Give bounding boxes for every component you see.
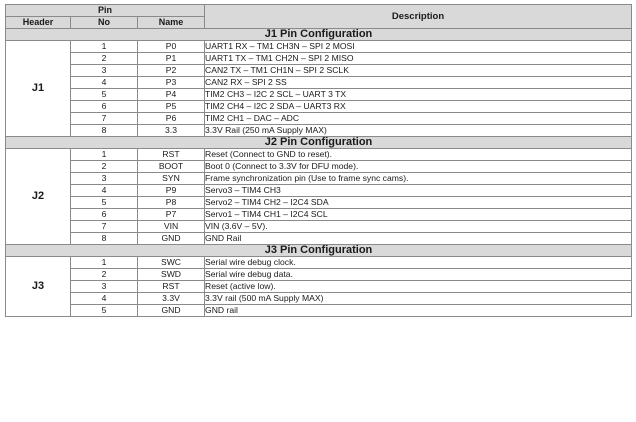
pin-description-cell: Frame synchronization pin (Use to frame sync cams). (205, 173, 632, 185)
pin-number-cell: 5 (71, 89, 138, 101)
pin-description-cell: Serial wire debug data. (205, 269, 632, 281)
pin-description-cell: CAN2 RX – SPI 2 SS (205, 77, 632, 89)
pin-number-cell: 7 (71, 113, 138, 125)
pin-description-cell: Reset (active low). (205, 281, 632, 293)
pin-description-cell: UART1 TX – TM1 CH2N – SPI 2 MISO (205, 53, 632, 65)
section-title: J1 Pin Configuration (6, 29, 632, 41)
no-column-header: No (71, 17, 138, 29)
table-row (6, 209, 632, 221)
table-row (6, 89, 632, 101)
pin-description-cell: 3.3V Rail (250 mA Supply MAX) (205, 125, 632, 137)
pin-name-cell: RST (138, 149, 205, 161)
table-row (6, 113, 632, 125)
pin-description-cell: GND Rail (205, 233, 632, 245)
table-row (6, 281, 632, 293)
pin-number-cell: 8 (71, 233, 138, 245)
pin-description-cell: VIN (3.6V – 5V). (205, 221, 632, 233)
description-header: Description (205, 5, 632, 29)
pin-number-cell: 7 (71, 221, 138, 233)
section-title: J2 Pin Configuration (6, 137, 632, 149)
pin-number-cell: 6 (71, 209, 138, 221)
pin-number-cell: 4 (71, 185, 138, 197)
header-column-header: Header (6, 17, 71, 29)
pin-name-cell: SWD (138, 269, 205, 281)
pin-description-cell: CAN2 TX – TM1 CH1N – SPI 2 SCLK (205, 65, 632, 77)
table-row (6, 269, 632, 281)
pin-number-cell: 4 (71, 293, 138, 305)
pin-number-cell: 1 (71, 41, 138, 53)
pin-number-cell: 3 (71, 173, 138, 185)
table-row (6, 197, 632, 209)
pin-group-header: Pin (6, 5, 205, 17)
pin-name-cell: SYN (138, 173, 205, 185)
pin-number-cell: 2 (71, 269, 138, 281)
pin-number-cell: 8 (71, 125, 138, 137)
pin-name-cell: P7 (138, 209, 205, 221)
pin-name-cell: P3 (138, 77, 205, 89)
pin-name-cell: GND (138, 233, 205, 245)
pin-name-cell: P4 (138, 89, 205, 101)
pin-number-cell: 2 (71, 161, 138, 173)
table-row (6, 65, 632, 77)
pin-number-cell: 6 (71, 101, 138, 113)
table-row (6, 161, 632, 173)
pin-number-cell: 2 (71, 53, 138, 65)
pin-number-cell: 5 (71, 305, 138, 317)
pin-number-cell: 4 (71, 77, 138, 89)
pin-name-cell: P9 (138, 185, 205, 197)
pin-description-cell: TIM2 CH4 – I2C 2 SDA – UART3 RX (205, 101, 632, 113)
connector-header-cell: J1 (6, 41, 71, 137)
connector-header-cell: J3 (6, 257, 71, 317)
pin-description-cell: UART1 RX – TM1 CH3N – SPI 2 MOSI (205, 41, 632, 53)
pin-description-cell: Reset (Connect to GND to reset). (205, 149, 632, 161)
pin-name-cell: P5 (138, 101, 205, 113)
pin-number-cell: 3 (71, 65, 138, 77)
pin-description-cell: TIM2 CH1 – DAC – ADC (205, 113, 632, 125)
header-row-top (6, 5, 632, 17)
table-row (6, 77, 632, 89)
table-row (6, 125, 632, 137)
table-row (6, 293, 632, 305)
pin-name-cell: GND (138, 305, 205, 317)
pin-name-cell: RST (138, 281, 205, 293)
table-row (6, 305, 632, 317)
pin-description-cell: GND rail (205, 305, 632, 317)
pin-name-cell: P6 (138, 113, 205, 125)
section-title-row (6, 29, 632, 41)
table-row (6, 257, 632, 269)
pin-description-cell: Servo3 – TIM4 CH3 (205, 185, 632, 197)
table-row (6, 173, 632, 185)
pin-number-cell: 3 (71, 281, 138, 293)
table-row (6, 185, 632, 197)
pin-number-cell: 5 (71, 197, 138, 209)
pin-name-cell: SWC (138, 257, 205, 269)
table-row (6, 41, 632, 53)
pin-description-cell: TIM2 CH3 – I2C 2 SCL – UART 3 TX (205, 89, 632, 101)
pin-number-cell: 1 (71, 257, 138, 269)
section-title: J3 Pin Configuration (6, 245, 632, 257)
pin-description-cell: 3.3V rail (500 mA Supply MAX) (205, 293, 632, 305)
pin-name-cell: BOOT (138, 161, 205, 173)
table-row (6, 149, 632, 161)
pin-configuration-table (5, 4, 632, 317)
section-title-row (6, 245, 632, 257)
table-body (6, 29, 632, 317)
pin-name-cell: 3.3 (138, 125, 205, 137)
section-title-row (6, 137, 632, 149)
pin-description-cell: Servo1 – TIM4 CH1 – I2C4 SCL (205, 209, 632, 221)
pin-description-cell: Servo2 – TIM4 CH2 – I2C4 SDA (205, 197, 632, 209)
pin-description-cell: Serial wire debug clock. (205, 257, 632, 269)
table-row (6, 53, 632, 65)
pin-name-cell: P2 (138, 65, 205, 77)
name-column-header: Name (138, 17, 205, 29)
pin-name-cell: VIN (138, 221, 205, 233)
connector-header-cell: J2 (6, 149, 71, 245)
table-row (6, 233, 632, 245)
table-row (6, 101, 632, 113)
pin-configuration-table-container (5, 4, 631, 317)
pin-name-cell: P1 (138, 53, 205, 65)
pin-name-cell: 3.3V (138, 293, 205, 305)
pin-description-cell: Boot 0 (Connect to 3.3V for DFU mode). (205, 161, 632, 173)
pin-name-cell: P0 (138, 41, 205, 53)
pin-number-cell: 1 (71, 149, 138, 161)
pin-name-cell: P8 (138, 197, 205, 209)
table-row (6, 221, 632, 233)
